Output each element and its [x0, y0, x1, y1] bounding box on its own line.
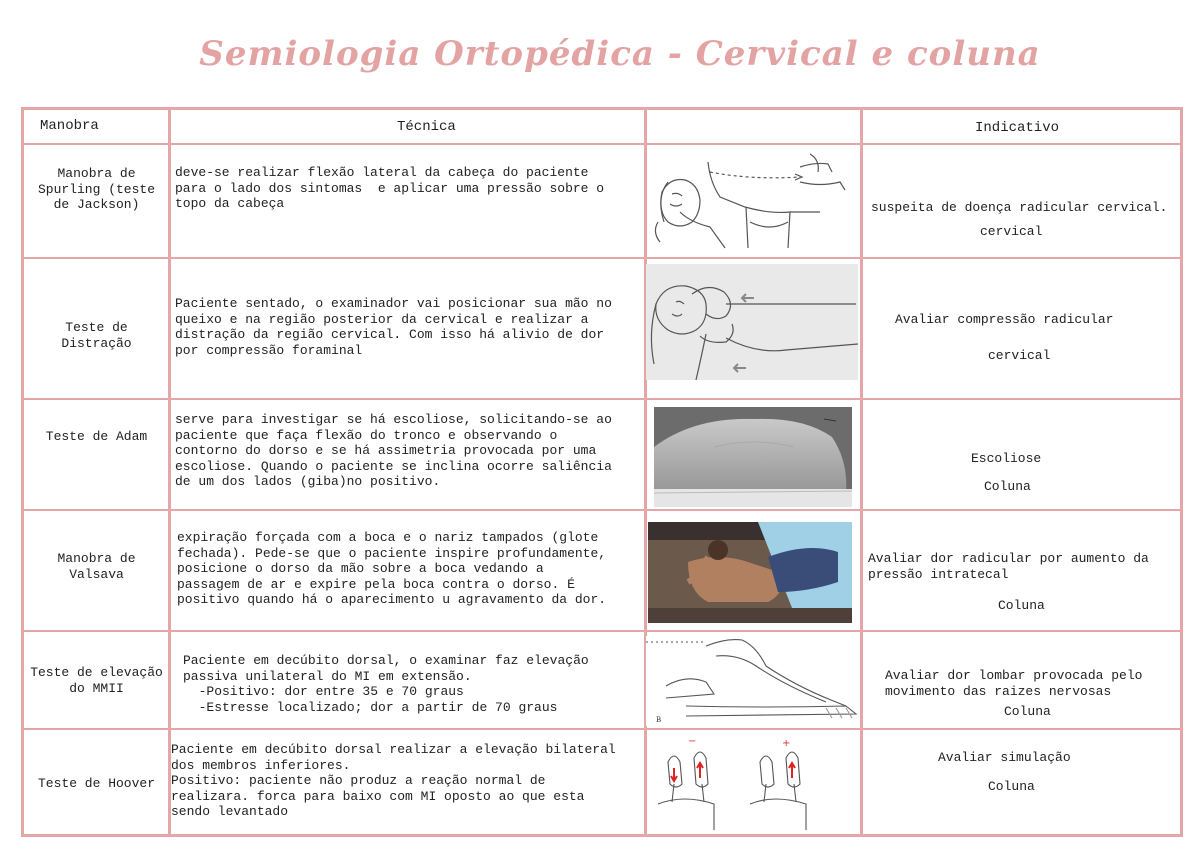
row6-indicativo-main: Avaliar simulação	[938, 750, 1071, 765]
header-tecnica: Técnica	[397, 119, 456, 135]
column-divider	[168, 107, 171, 837]
column-divider	[21, 107, 24, 837]
row1-manobra: Manobra de Spurling (teste de Jackson)	[37, 166, 156, 212]
leg-raise-illustration	[646, 636, 860, 726]
row5-indicativo-sub: Coluna	[1004, 704, 1051, 719]
row4-indicativo-main: Avaliar dor radicular por aumento da pressão intratecal	[868, 551, 1149, 582]
column-divider	[644, 107, 647, 837]
adam-test-photo	[654, 407, 852, 507]
leg-raise-tag: B	[656, 716, 662, 724]
row-divider	[21, 398, 1183, 400]
column-divider	[860, 107, 863, 837]
row4-manobra: Manobra de Valsava	[57, 551, 136, 582]
row5-manobra: Teste de elevação do MMII	[30, 665, 163, 696]
row-divider	[21, 509, 1183, 511]
table-border-right	[1180, 107, 1183, 837]
valsalva-photo	[648, 522, 852, 623]
row-divider	[21, 143, 1183, 145]
row3-manobra: Teste de Adam	[45, 429, 148, 444]
header-indicativo: Indicativo	[975, 120, 1060, 136]
row5-indicativo-main: Avaliar dor lombar provocada pelo movimento das raizes nervosas	[885, 668, 1143, 699]
row5-tecnica: Paciente em decúbito dorsal, o examinar faz elevação passiva unilateral do MI em extensão. -Positivo: dor entre 35 e 70 graus -Estresse localizado; dor a partir de 70 graus	[183, 653, 589, 715]
row-divider	[21, 257, 1183, 259]
row6-manobra: Teste de Hoover	[37, 776, 156, 791]
page-title: Semiologia Ortopédica - Cervical e coluna	[199, 34, 1041, 74]
table-border-top	[21, 107, 1183, 110]
row3-indicativo-main: Escoliose	[971, 451, 1042, 466]
row3-indicativo-sub: Coluna	[984, 479, 1031, 494]
hoover-plus: +	[782, 738, 791, 749]
row1-indicativo-sub: cervical	[980, 224, 1043, 239]
row4-indicativo-sub: Coluna	[998, 598, 1045, 613]
row4-tecnica: expiração forçada com a boca e o nariz tampados (glote fechada). Pede-se que o paciente inspire profundamente, posicione o dorso da mão sobre a boca vedando a passagem de ar e expire pela boca contra o dorso. É positivo quando há o aparecimento u agravamento da dor.	[177, 530, 607, 607]
hoover-minus: −	[688, 736, 697, 747]
row1-tecnica: deve-se realizar flexão lateral da cabeça do paciente para o lado dos sintomas e aplicar uma pressão sobre o topo da cabeça	[175, 165, 605, 211]
table-border-bottom	[21, 834, 1183, 837]
row2-indicativo-main: Avaliar compressão radicular	[895, 312, 1114, 327]
row6-tecnica: Paciente em decúbito dorsal realizar a elevação bilateral dos membros inferiores. Positivo: paciente não produz a reação normal de realizara. forca para baixo com MI oposto ao que esta sendo levantado	[171, 742, 616, 819]
row2-indicativo-sub: cervical	[988, 348, 1051, 363]
row-divider	[21, 630, 1183, 632]
spurling-illustration	[650, 152, 858, 250]
distraction-illustration	[646, 264, 858, 380]
row2-manobra: Teste de Distração	[61, 320, 132, 351]
row2-tecnica: Paciente sentado, o examinador vai posicionar sua mão no queixo e na região posterior da cervical e realizar a distração da região cervical. Com isso há alivio de dor por compressão foraminal	[175, 296, 612, 358]
row6-indicativo-sub: Coluna	[988, 779, 1035, 794]
row-divider	[21, 728, 1183, 730]
row3-tecnica: serve para investigar se há escoliose, solicitando-se ao paciente que faça flexão do tronco e observando o contorno do dorso e se há assimetria provocada por uma escoliose. Quando o paciente se inclina ocorre saliência de um dos lados (giba)no positivo.	[175, 412, 612, 489]
hoover-illustration	[654, 734, 854, 830]
row1-indicativo-main: suspeita de doença radicular cervical.	[871, 200, 1168, 215]
header-manobra: Manobra	[40, 118, 99, 134]
